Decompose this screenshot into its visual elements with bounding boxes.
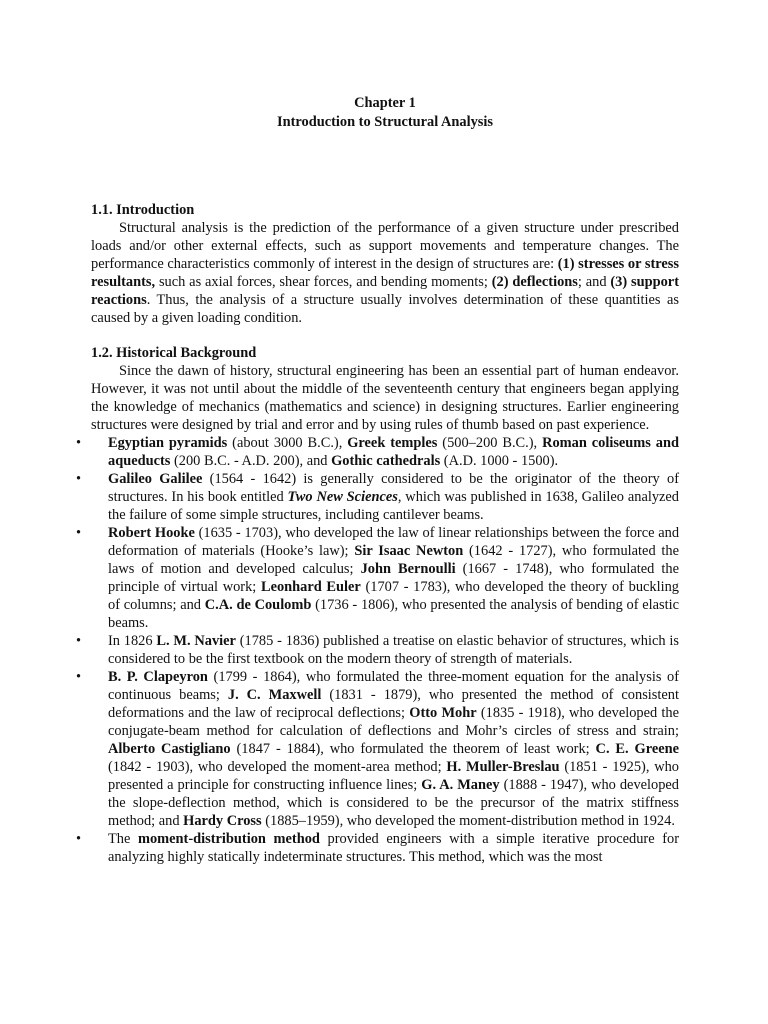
section-heading: 1.2. Historical Background (91, 345, 257, 361)
chapter-number: Chapter 1 (354, 95, 416, 111)
bullet-icon: • (76, 831, 82, 847)
chapter-header (91, 94, 679, 131)
list-item: • The moment-distribution method provided engineers with a simple iterative procedure for analyzing highly statically indeterminate structures. This method, which was the most (76, 831, 679, 865)
bullet-icon: • (76, 435, 82, 451)
chapter-title: Introduction to Structural Analysis (276, 113, 494, 130)
bullet-icon: • (76, 471, 82, 487)
list-item: • Egyptian pyramids (about 3000 B.C.), Greek temples (500–200 B.C.), Roman coliseums and aqueducts (200 B.C. - A.D. 200), and Gothic cathedrals (A.D. 1000 - 1500). (76, 435, 680, 469)
bullet-icon: • (76, 525, 82, 541)
history-paragraph: Since the dawn of history, structural engineering has been an essential part of human endeavor. However, it was not until about the middle of the seventeenth century that engineers began applying the knowledge of mechanics (mathematics and science) in designing structures. Earlier engineering structures were designed by trial and error and by using rules of thumb based on past experience. (91, 363, 679, 433)
section-heading: 1.1. Introduction (91, 202, 195, 218)
list-item: • In 1826 L. M. Navier (1785 - 1836) published a treatise on elastic behavior of structures, which is considered to be the first textbook on the modern theory of strength of materials. (76, 633, 679, 667)
book-title: Two New Sciences (287, 489, 398, 505)
section-historical-background (76, 344, 680, 866)
section-introduction (91, 201, 679, 327)
history-bullet-list (76, 434, 680, 866)
bullet-icon: • (76, 669, 82, 685)
bullet-icon: • (76, 633, 82, 649)
list-item: • Galileo Galilee (1564 - 1642) is generally considered to be the originator of the theory of structures. In his book entitled Two New Sciences, which was published in 1638, Galileo analyzed the failure of some simple structures, including cantilever beams. (76, 471, 679, 523)
intro-paragraph: Structural analysis is the prediction of the performance of a given structure under prescribed loads and/or other external effects, such as support movements and temperature changes. The performance characteristics commonly of interest in the design of structures are: (1) stresses or stress resultants, such as axial forces, shear forces, and bending moments; (2) deflections; and (3) support reactions. Thus, the analysis of a structure usually involves determination of these quantities as caused by a given loading condition. (91, 220, 679, 326)
list-item: • Robert Hooke (1635 - 1703), who developed the law of linear relationships between the force and deformation of materials (Hooke’s law); Sir Isaac Newton (1642 - 1727), who formulated the laws of motion and developed calculus; John Bernoulli (1667 - 1748), who formulated the principle of virtual work; Leonhard Euler (1707 - 1783), who developed the theory of buckling of columns; and C.A. de Coulomb (1736 - 1806), who presented the analysis of bending of elastic beams. (76, 525, 680, 631)
list-item: • B. P. Clapeyron (1799 - 1864), who formulated the three-moment equation for the analysis of continuous beams; J. C. Maxwell (1831 - 1879), who presented the method of consistent deformations and the law of reciprocal deflections; Otto Mohr (1835 - 1918), who developed the conjugate-beam method for calculation of deflections and Mohr’s circles of stress and strain; Alberto Castigliano (1847 - 1884), who formulated the theorem of least work; C. E. Greene (1842 - 1903), who developed the moment-area method; H. Muller-Breslau (1851 - 1925), who presented a principle for constructing influence lines; G. A. Maney (1888 - 1947), who developed the slope-deflection method, which is considered to be the precursor of the matrix stiffness method; and Hardy Cross (1885–1959), who developed the moment-distribution method in 1924. (76, 669, 680, 829)
